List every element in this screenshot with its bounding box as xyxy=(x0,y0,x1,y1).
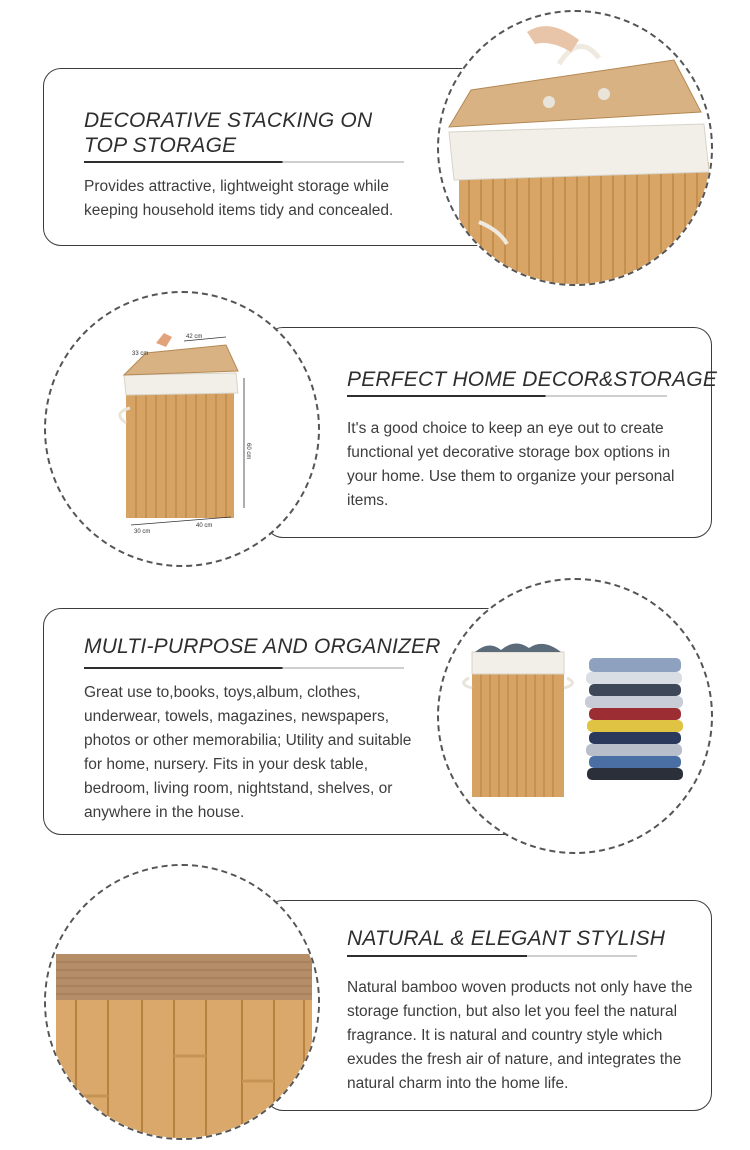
feature-body-1: Provides attractive, lightweight storage while keeping household items tidy and concealed. xyxy=(84,178,394,219)
feature-title-1-line2: TOP STORAGE xyxy=(84,134,237,157)
feature-title-2: PERFECT HOME DECOR&STORAGE xyxy=(347,368,718,391)
dim-height-label: 60 cm xyxy=(245,443,251,460)
dim-width-label: 42 cm xyxy=(186,334,203,340)
dim-base-depth-label: 30 cm xyxy=(134,529,151,535)
title-underline-4 xyxy=(347,955,637,957)
dim-base-width-label: 40 cm xyxy=(196,523,213,529)
feature-body-3: Great use to,books, toys,album, clothes, underwear, towels, magazines, newspapers, photos or other memorabilia; Utility and suitable for home, nursery. Fits in your desk table, bedroom, living room, nightstand, shelves, or anywhere in the house. xyxy=(84,684,412,821)
feature-title-1-line1: DECORATIVE STACKING ON xyxy=(84,109,373,132)
woven-rim xyxy=(56,954,312,1000)
dim-depth-label: 33 cm xyxy=(132,351,149,357)
product-image-circle-4 xyxy=(44,864,320,1140)
bamboo-texture-closeup-illustration xyxy=(46,866,320,1140)
feature-title-3: MULTI-PURPOSE AND ORGANIZER xyxy=(84,635,441,658)
feature-title-4: NATURAL & ELEGANT STYLISH xyxy=(347,927,666,950)
feature-body-4: Natural bamboo woven products not only have the storage function, but also let you feel the natural fragrance. It is natural and country style which exudes the fresh air of nature, and integrates the natural charm into the home life. xyxy=(347,979,693,1092)
feature-body-2: It's a good choice to keep an eye out to create functional yet decorative storage box options in your home. Use them to organize your personal items. xyxy=(347,420,675,509)
